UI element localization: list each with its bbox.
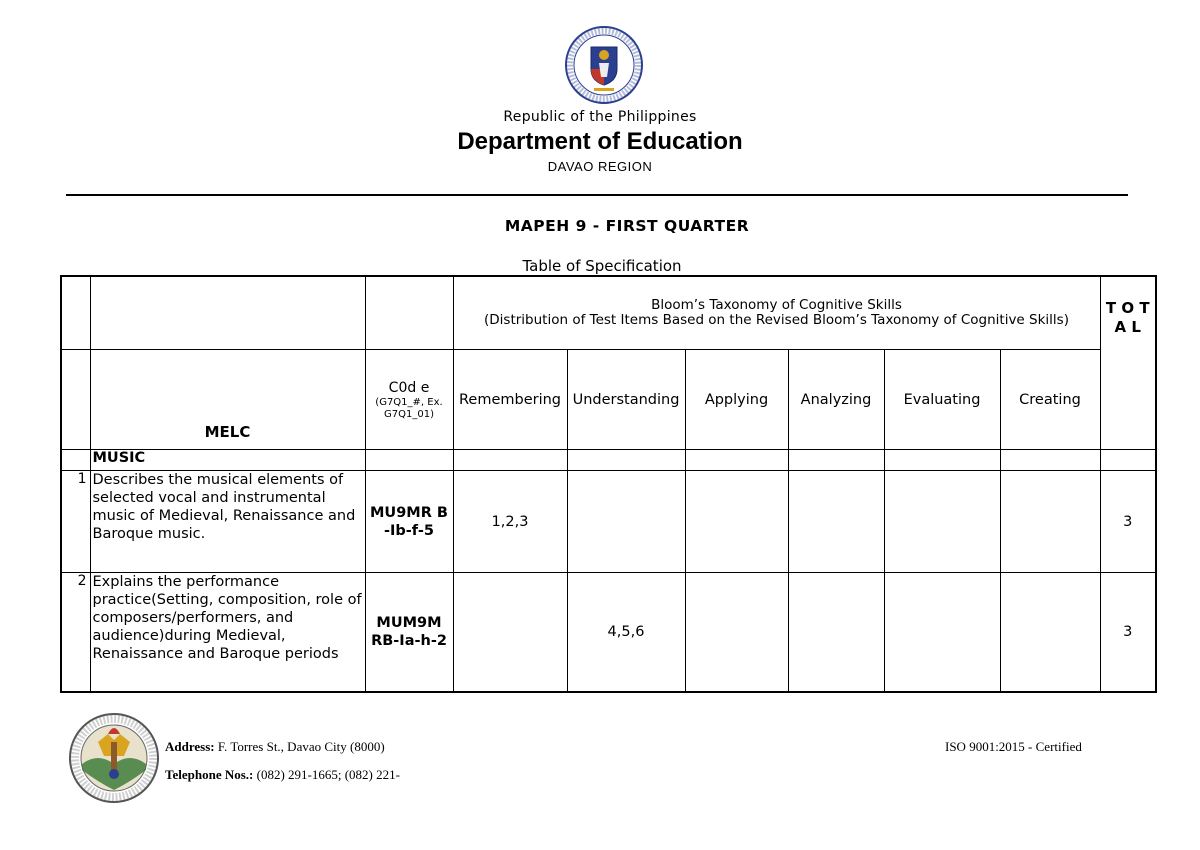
footer-address	[165, 739, 385, 755]
row-total: 3	[1100, 573, 1156, 693]
table-row	[61, 471, 1156, 573]
row-code: MU9MR B -Ib-f-5	[365, 471, 453, 573]
melc-top-cell	[90, 276, 365, 350]
number-header-cell	[61, 276, 90, 350]
row-evaluating	[884, 573, 1000, 693]
row-number: 1	[61, 471, 90, 573]
bloom-title: Bloom’s Taxonomy of Cognitive Skills	[651, 297, 902, 313]
row-creating	[1000, 573, 1100, 693]
row-applying	[685, 573, 788, 693]
header-region: DAVAO REGION	[547, 159, 653, 174]
address-value: F. Torres St., Davao City (8000)	[217, 739, 385, 754]
section-row	[61, 450, 1156, 471]
address-label: Address:	[165, 739, 215, 754]
footer-telephone	[165, 767, 400, 783]
skills-header-row	[61, 350, 1156, 450]
total-header-label: T O T A L	[1105, 299, 1150, 336]
bloom-subtitle: (Distribution of Test Items Based on the Revised Bloom’s Taxonomy of Cognitive Skills)	[484, 312, 1069, 328]
skill-header-creating: Creating	[1000, 350, 1100, 450]
section-label: MUSIC	[90, 450, 365, 471]
code-hint: (G7Q1_#, Ex. G7Q1_01)	[375, 396, 443, 420]
skill-header-understanding: Understanding	[567, 350, 685, 450]
skill-header-analyzing: Analyzing	[788, 350, 884, 450]
code-header: C0d e	[388, 379, 430, 396]
row-analyzing	[788, 573, 884, 693]
table-of-specification	[60, 275, 1157, 693]
row-number: 2	[61, 573, 90, 693]
header-department: Department of Education	[457, 128, 743, 155]
deped-region-xi-seal-icon	[68, 712, 160, 804]
row-evaluating	[884, 471, 1000, 573]
code-top-cell	[365, 276, 453, 350]
document-title: MAPEH 9 - FIRST QUARTER	[504, 217, 750, 235]
header-divider	[66, 194, 1128, 196]
row-remembering	[453, 573, 567, 693]
row-code: MUM9M RB-Ia-h-2	[365, 573, 453, 693]
row-applying	[685, 471, 788, 573]
melc-header: MELC	[90, 350, 365, 450]
row-competency: Describes the musical elements of selected vocal and instrumental music of Medieval, Renaissance and Baroque music.	[90, 471, 365, 573]
total-header-cell	[1100, 276, 1156, 450]
telephone-label: Telephone Nos.:	[165, 767, 254, 782]
number-header-cell	[61, 350, 90, 450]
row-understanding: 4,5,6	[567, 573, 685, 693]
skill-header-applying: Applying	[685, 350, 788, 450]
row-total: 3	[1100, 471, 1156, 573]
table-header-row	[61, 276, 1156, 350]
deped-seal-icon	[564, 25, 644, 105]
row-remembering: 1,2,3	[453, 471, 567, 573]
skill-header-evaluating: Evaluating	[884, 350, 1000, 450]
header-republic: Republic of the Philippines	[503, 109, 697, 125]
row-understanding	[567, 471, 685, 573]
bloom-header-cell	[453, 276, 1100, 350]
table-row	[61, 573, 1156, 693]
row-analyzing	[788, 471, 884, 573]
footer-divider	[66, 691, 1138, 693]
row-competency: Explains the performance practice(Setting, composition, role of composers/performers, and audience)during Medieval, Renaissance and Baroque periods	[90, 573, 365, 693]
code-header-cell	[365, 350, 453, 450]
skill-header-remembering: Remembering	[453, 350, 567, 450]
document-subtitle: Table of Specification	[522, 257, 682, 275]
footer-iso: ISO 9001:2015 - Certified	[945, 739, 1082, 754]
telephone-value: (082) 291-1665; (082) 221-	[256, 767, 400, 782]
row-creating	[1000, 471, 1100, 573]
